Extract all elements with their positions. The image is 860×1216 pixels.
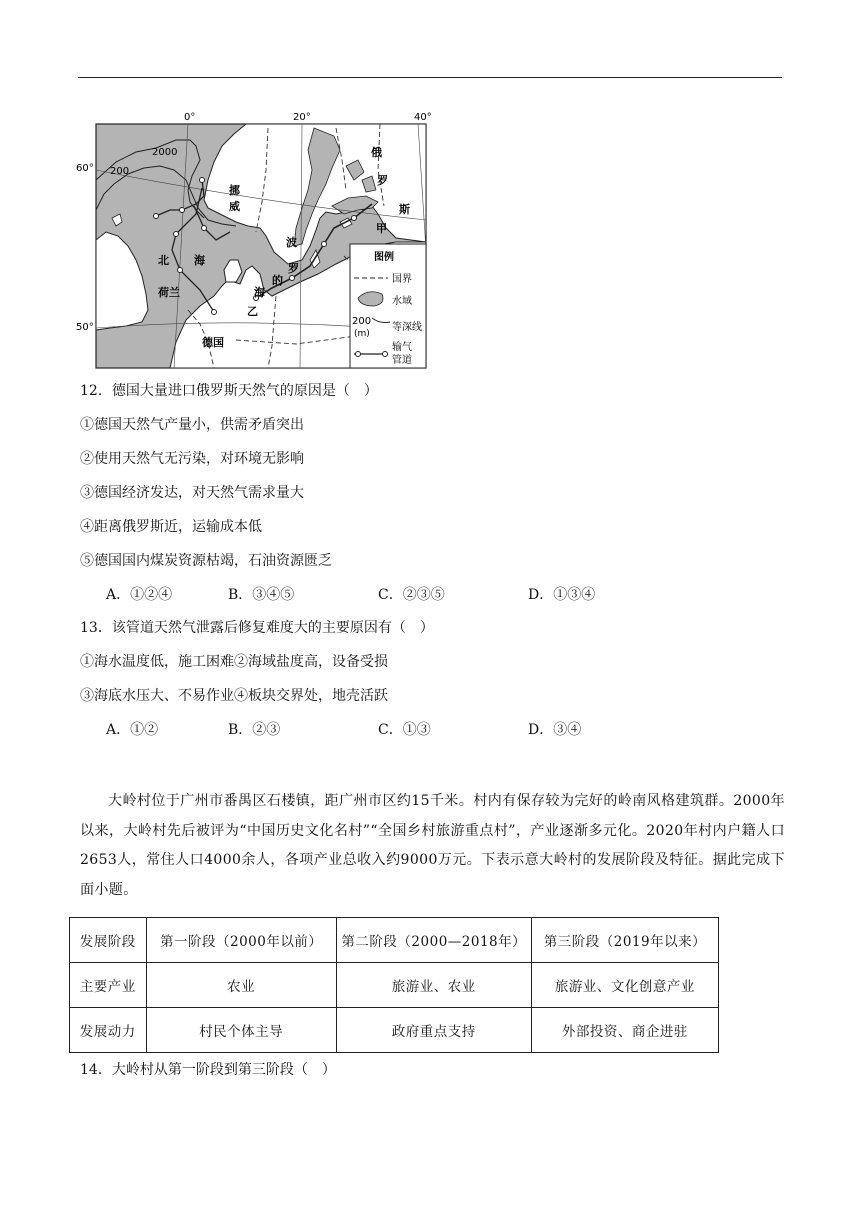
label-russia-2: 罗	[377, 174, 388, 187]
q12-item-2: ②使用天然气无污染，对环境无影响	[80, 451, 304, 467]
label-north-sea-2: 海	[194, 254, 205, 267]
pipeline-node	[352, 216, 357, 221]
q12-option-a[interactable]: A．①②④	[106, 587, 173, 603]
label-baltic-4: 海	[254, 286, 265, 299]
development-stage-table	[69, 917, 719, 1053]
q12-item-4: ④距离俄罗斯近，运输成本低	[80, 519, 262, 535]
passage-text: 大岭村位于广州市番禺区石楼镇，距广州市区约15千米。村内有保存较为完好的岭南风格建筑群。2000年以来，大岭村先后被评为“中国历史文化名村”“全国乡村旅游重点村”，产业逐渐多元化。2020年村内户籍人口2653人，常住人口4000余人，各项产业总收入约9000万元。下表示意大岭村的发展阶段及特征。据此完成下面小题。	[80, 793, 785, 898]
legend-contour: 等深线	[392, 322, 422, 333]
table-row	[70, 1008, 719, 1053]
legend-pipeline-node	[356, 352, 361, 357]
label-north-sea-1: 北	[158, 254, 169, 267]
pipeline-node	[174, 232, 179, 237]
label-norway-1: 挪	[229, 184, 240, 197]
q13-option-d[interactable]: D．③④	[528, 722, 582, 738]
q12-option-b[interactable]: B．③④⑤	[228, 587, 295, 603]
q13-stem: 13．该管道天然气泄露后修复难度大的主要原因有（ ）	[80, 620, 434, 636]
label-yi: 乙	[247, 305, 258, 318]
label-baltic-2: 罗	[288, 262, 299, 275]
label-baltic-3: 的	[272, 274, 283, 287]
table-cell: 发展阶段	[70, 918, 147, 963]
label-russia-1: 俄	[371, 146, 382, 159]
q13-item-2: ③海底水压大、不易作业④板块交界处，地壳活跃	[80, 688, 388, 704]
map-svg	[76, 110, 442, 370]
legend-contour-value: 200	[352, 316, 372, 327]
q13-option-b[interactable]: B．②③	[228, 722, 281, 738]
table-cell: 旅游业、文化创意产业	[531, 963, 718, 1008]
table-cell: 外部投资、商企进驻	[531, 1008, 718, 1053]
lon-label-0: 0°	[184, 112, 196, 123]
contour-label-2000: 2000	[152, 147, 178, 158]
table-cell: 第二阶段（2000—2018年）	[336, 918, 531, 963]
table-cell: 旅游业、农业	[336, 963, 531, 1008]
table-cell: 第三阶段（2019年以来）	[531, 918, 718, 963]
legend-water: 水域	[392, 296, 412, 307]
q14-stem: 14．大岭村从第一阶段到第三阶段（ ）	[80, 1062, 336, 1078]
pipeline-node	[322, 242, 327, 247]
legend-pipeline-b: 管道	[392, 355, 412, 366]
legend-contour-unit: (m)	[354, 329, 370, 339]
contour-label-200: 200	[110, 166, 130, 177]
label-baltic-1: 波	[286, 236, 297, 249]
label-netherlands: 荷兰	[158, 286, 180, 299]
pipeline-node	[178, 268, 183, 273]
pipeline-node	[200, 178, 205, 183]
q12-item-1: ①德国天然气产量小，供需矛盾突出	[80, 417, 304, 433]
label-norway-2: 威	[229, 200, 240, 213]
map-legend	[350, 244, 426, 368]
table-cell: 发展动力	[70, 1008, 147, 1053]
legend-pipeline-node	[383, 352, 388, 357]
pipeline-node	[154, 214, 159, 219]
legend-title: 图例	[374, 252, 394, 263]
table-row	[70, 963, 719, 1008]
label-russia-3: 斯	[399, 203, 410, 216]
q13-item-1: ①海水温度低，施工困难②海域盐度高，设备受损	[80, 654, 388, 670]
lat-label-60: 60°	[76, 163, 94, 174]
table-row	[70, 918, 719, 963]
table-cell: 农业	[146, 963, 336, 1008]
q12-option-d[interactable]: D．①③④	[528, 587, 596, 603]
lon-label-20: 20°	[293, 112, 311, 123]
q12-item-3: ③德国经济发达，对天然气需求量大	[80, 485, 304, 501]
lat-label-50: 50°	[76, 322, 94, 333]
q13-option-a[interactable]: A．①②	[106, 722, 159, 738]
lon-label-40: 40°	[414, 112, 432, 123]
q12-stem: 12．德国大量进口俄罗斯天然气的原因是（ ）	[80, 383, 378, 399]
pipeline-node	[180, 208, 185, 213]
legend-border: 国界	[392, 274, 412, 285]
table-cell: 政府重点支持	[336, 1008, 531, 1053]
pipeline-node	[290, 276, 295, 281]
legend-pipeline-a: 输气	[392, 342, 412, 353]
q12-item-5: ⑤德国国内煤炭资源枯竭，石油资源匮乏	[80, 553, 332, 569]
table-cell: 主要产业	[70, 963, 147, 1008]
pipeline-node	[212, 310, 217, 315]
q12-option-c[interactable]: C．②③⑤	[378, 587, 445, 603]
label-germany: 德国	[202, 336, 224, 349]
label-jia: 甲	[376, 222, 387, 235]
pipeline-node	[202, 226, 207, 231]
table-cell: 第一阶段（2000年以前）	[146, 918, 336, 963]
q13-option-c[interactable]: C．①③	[378, 722, 431, 738]
north-europe-map	[76, 110, 442, 370]
table-cell: 村民个体主导	[146, 1008, 336, 1053]
header-rule	[78, 77, 782, 78]
